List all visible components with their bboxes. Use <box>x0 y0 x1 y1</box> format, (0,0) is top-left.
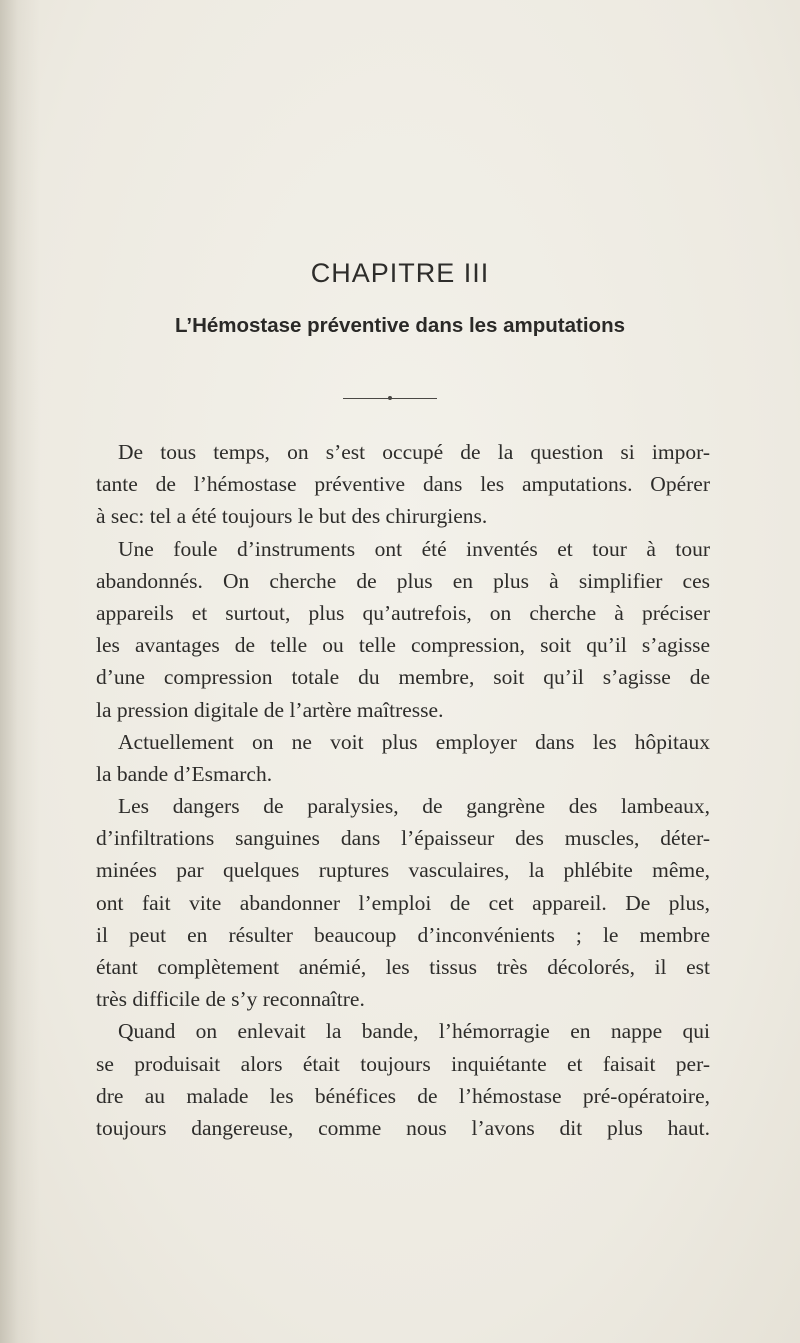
text-line: tante de l’hémostase préventive dans les amputations. Opérer <box>96 472 710 497</box>
text-line: Les dangers de paralysies, de gangrène des lambeaux, <box>118 794 710 819</box>
body-text <box>96 436 710 1144</box>
text-line: Actuellement on ne voit plus employer dans les hôpitaux <box>118 729 710 754</box>
text-line: les avantages de telle ou telle compression, soit qu’il s’agisse <box>96 633 710 658</box>
text-line: la bande d’Esmarch. <box>96 761 273 786</box>
text-line: toujours dangereuse, comme nous l’avons dit plus haut. <box>96 1115 710 1140</box>
text-line: Une foule d’instruments ont été inventés et tour à tour <box>118 536 710 561</box>
text-line: De tous temps, on s’est occupé de la question si impor- <box>118 440 710 464</box>
text-line: étant complètement anémié, les tissus très décolorés, il est <box>96 955 710 979</box>
text-line: d’une compression totale du membre, soit qu’il s’agisse de <box>96 665 710 690</box>
text-line: appareils et surtout, plus qu’autrefois, on cherche à préciser <box>96 600 710 625</box>
text-line: Quand on enlevait la bande, l’hémorragie en nappe qui <box>118 1019 710 1044</box>
chapter-title: CHAPITRE III <box>310 258 490 288</box>
section-divider <box>343 398 437 399</box>
text-line: très difficile de s’y reconnaître. <box>96 987 365 1012</box>
text-line: se produisait alors était toujours inquiétante et faisait per- <box>96 1051 710 1076</box>
section-title: L’Hémostase préventive dans les amputations <box>174 314 626 337</box>
text-line: la pression digitale de l’artère maîtresse. <box>96 697 444 722</box>
text-line: il peut en résulter beaucoup d’inconvénients ; le membre <box>96 922 710 947</box>
text-line: dre au malade les bénéfices de l’hémostase pré-opératoire, <box>96 1083 710 1108</box>
text-line: minées par quelques ruptures vasculaires, la phlébite même, <box>96 858 710 883</box>
text-line: abandonnés. On cherche de plus en plus à simplifier ces <box>96 568 710 593</box>
text-line: à sec: tel a été toujours le but des chirurgiens. <box>96 504 488 529</box>
text-line: ont fait vite abandonner l’emploi de cet appareil. De plus, <box>96 890 710 915</box>
text-line: d’infiltrations sanguines dans l’épaisseur des muscles, déter- <box>96 826 710 851</box>
